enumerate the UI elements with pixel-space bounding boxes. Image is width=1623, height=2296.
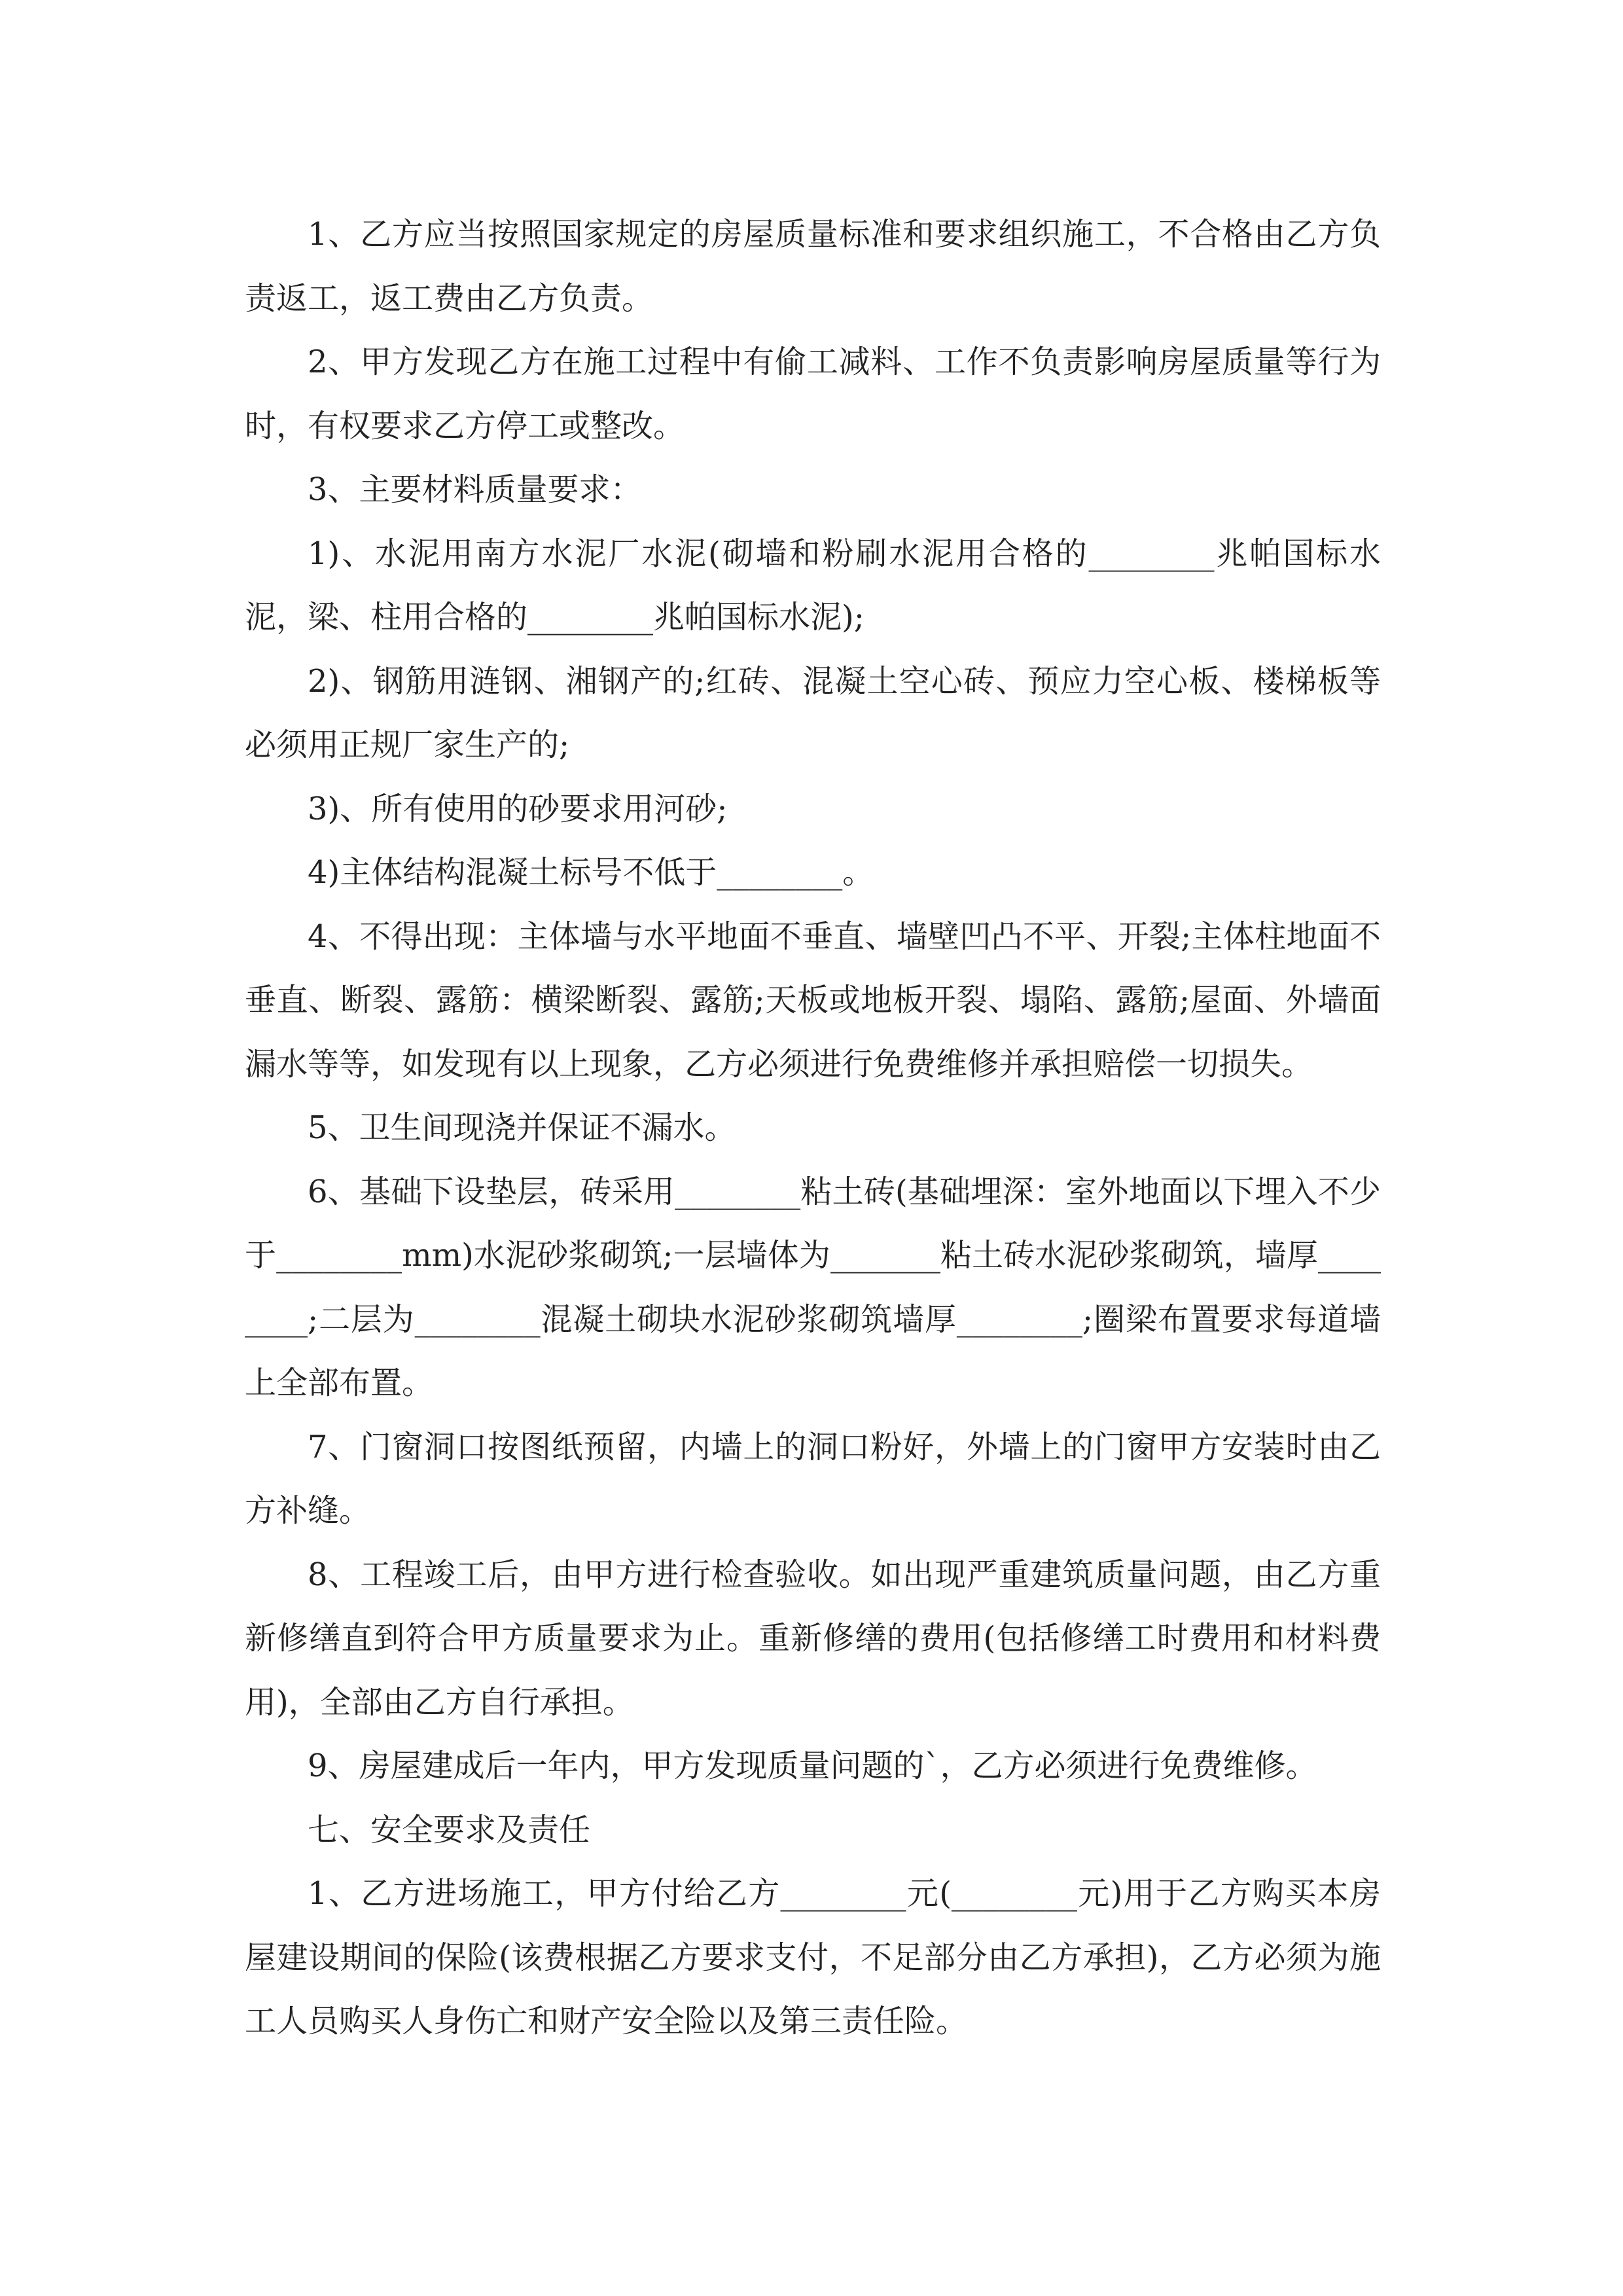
clause-insurance: 1、乙方进场施工，甲方付给乙方________元(________元)用于乙方购买本房屋建设期间的保险(该费根据乙方要求支付，不足部分由乙方承担)，乙方必须为施工人员购买人身伤亡和财产安全险以及第三责任险。: [245, 1875, 1381, 2039]
clause-openings: 7、门窗洞口按图纸预留，内墙上的洞口粉好，外墙上的门窗甲方安装时由乙方补缝。: [245, 1428, 1381, 1529]
clause-defects: 4、不得出现：主体墙与水平地面不垂直、墙壁凹凸不平、开裂;主体柱地面不垂直、断裂、露筋：横梁断裂、露筋;天板或地板开裂、塌陷、露筋;屋面、外墙面漏水等等，如发现有以上现象，乙方必须进行免费维修并承担赔偿一切损失。: [245, 918, 1381, 1083]
clause-quality-standard: 1、乙方应当按照国家规定的房屋质量标准和要求组织施工，不合格由乙方负责返工，返工费由乙方负责。: [245, 216, 1381, 317]
clause-steel-bricks: 2)、钢筋用涟钢、湘钢产的;红砖、混凝土空心砖、预应力空心板、楼梯板等必须用正规厂家生产的;: [245, 662, 1381, 763]
clause-bathroom: 5、卫生间现浇并保证不漏水。: [308, 1109, 736, 1146]
clause-cement: 1)、水泥用南方水泥厂水泥(砌墙和粉刷水泥用合格的________兆帕国标水泥，梁、柱用合格的________兆帕国标水泥);: [245, 535, 1381, 636]
clause-acceptance: 8、工程竣工后，由甲方进行检查验收。如出现严重建筑质量问题，由乙方重新修缮直到符合甲方质量要求为止。重新修缮的费用(包括修缮工时费用和材料费用)，全部由乙方自行承担。: [245, 1556, 1381, 1721]
clause-warranty: 9、房屋建成后一年内，甲方发现质量问题的`，乙方必须进行免费维修。: [308, 1748, 1317, 1784]
clause-concrete-grade: 4)主体结构混凝土标号不低于________。: [308, 854, 874, 891]
clause-materials-heading: 3、主要材料质量要求：: [308, 471, 642, 508]
clause-stop-work: 2、甲方发现乙方在施工过程中有偷工减料、工作不负责影响房屋质量等行为时，有权要求乙方停工或整改。: [245, 344, 1381, 444]
clause-sand: 3)、所有使用的砂要求用河砂;: [308, 790, 728, 827]
section-heading-safety: 七、安全要求及责任: [308, 1811, 591, 1848]
clause-foundation: 6、基础下设垫层，砖采用________粘土砖(基础埋深：室外地面以下埋入不少于________mm)水泥砂浆砌筑;一层墙体为_______粘土砖水泥砂浆砌筑，墙厚________;二层为________混凝土砌块水泥砂浆砌筑墙厚________;圈梁布置要求每道墙上全部布置。: [245, 1173, 1381, 1401]
document-body: [245, 203, 1381, 2054]
